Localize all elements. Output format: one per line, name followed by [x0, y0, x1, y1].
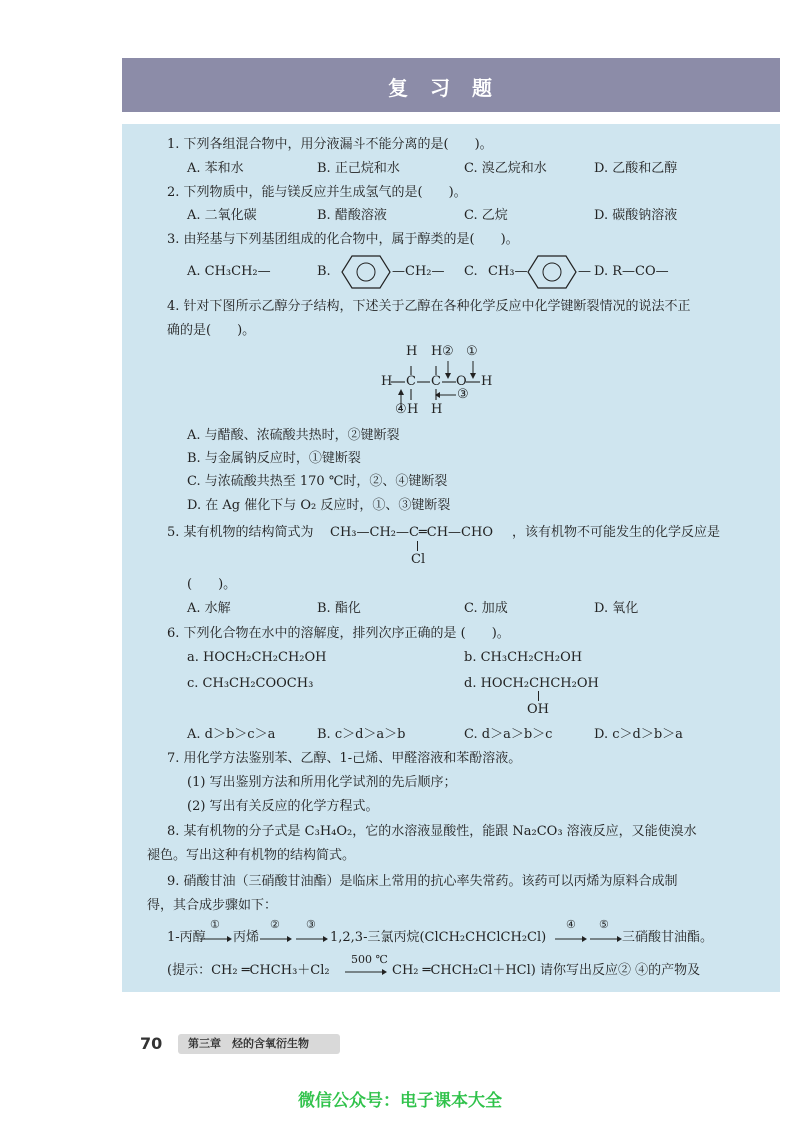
chapter-label: 第三章 烃的含氧衍生物	[178, 1034, 340, 1054]
q7-part-1: (1) 写出鉴别方法和所用化学试剂的先后顺序；	[187, 775, 457, 790]
route-trichloropropane: 1,2,3-三氯丙烷(ClCH₂CHClCH₂Cl)	[330, 930, 547, 945]
route-propene: 丙烯	[233, 930, 260, 945]
q5-stem-tail: ，该有机物不可能发生的化学反应是	[512, 525, 721, 540]
arrow-right-icon	[296, 935, 328, 943]
q6-option-b: B. c＞d＞a＞b	[317, 727, 406, 742]
q7-part-2: (2) 写出有关反应的化学方程式。	[187, 799, 379, 814]
atom-h-right: H	[481, 374, 493, 389]
q3-option-b-tail: —CH₂—	[392, 264, 445, 279]
q3-stem: 3. 由羟基与下列基团组成的化合物中，属于醇类的是( )。	[167, 232, 519, 247]
q2-stem: 2. 下列物质中，能与镁反应并生成氢气的是( )。	[167, 185, 467, 200]
bond-label-2: ②	[442, 344, 454, 359]
q5-option-c: C. 加成	[464, 601, 508, 616]
route-step-2: ②	[270, 918, 280, 931]
q5-option-a: A. 水解	[187, 601, 231, 616]
hint-head: (提示：CH₂ ═CHCH₃＋Cl₂	[167, 963, 330, 978]
q6-branch-bond	[538, 691, 539, 701]
q4-stem-line1: 4. 针对下图所示乙醇分子结构，下述关于乙醇在各种化学反应中化学键断裂情况的说法不正	[167, 299, 691, 314]
q1-option-b: B. 正己烷和水	[317, 161, 400, 176]
q6-compound-a: a. HOCH₂CH₂CH₂OH	[187, 650, 327, 665]
arrow-right-icon	[590, 935, 622, 943]
q3-option-a: A. CH₃CH₂—	[187, 264, 271, 279]
arrow-right-icon	[555, 935, 587, 943]
arrow-right-icon	[260, 935, 292, 943]
section-header	[122, 58, 780, 112]
q1-option-a: A. 苯和水	[187, 161, 244, 176]
q2-option-b: B. 醋酸溶液	[317, 208, 387, 223]
q2-option-c: C. 乙烷	[464, 208, 508, 223]
q6-compound-d-oh: OH	[527, 702, 549, 717]
atom-c-2: C	[431, 374, 441, 389]
q9-line-2: 得，其合成步骤如下：	[147, 898, 278, 913]
q1-option-c: C. 溴乙烷和水	[464, 161, 547, 176]
hint-condition: 500 ℃	[351, 953, 388, 966]
q6-option-a: A. d＞b＞c＞a	[187, 727, 276, 742]
q5-blank: ( )。	[187, 577, 237, 592]
atom-h-top-1: H	[406, 344, 418, 359]
atom-c-1: C	[406, 374, 416, 389]
q5-formula: CH₃—CH₂—C═CH—CHO	[330, 525, 493, 540]
benzene-ring-icon	[526, 253, 578, 291]
route-step-5: ⑤	[599, 918, 609, 931]
bond-label-1: ①	[466, 344, 478, 359]
atom-h-top-2: H	[431, 344, 443, 359]
q4-option-c: C. 与浓硫酸共热至 170 ℃时，②、④键断裂	[187, 474, 448, 489]
q4-option-a: A. 与醋酸、浓硫酸共热时，②键断裂	[187, 428, 400, 443]
route-step-4: ④	[566, 918, 576, 931]
q3-option-c-head: CH₃—	[488, 264, 528, 279]
bond-label-3: ③	[457, 387, 469, 402]
route-start: 1-丙醇	[167, 930, 206, 945]
q8-line-2: 褪色。写出这种有机物的结构简式。	[147, 848, 356, 863]
q5-option-b: B. 酯化	[317, 601, 361, 616]
q5-stem: 5. 某有机物的结构简式为	[167, 525, 314, 540]
atom-h-bottom-2: H	[431, 402, 443, 417]
q5-branch-bond	[417, 541, 418, 551]
q6-compound-c: c. CH₃CH₂COOCH₃	[187, 676, 314, 691]
q3-option-c-label: C.	[464, 264, 478, 279]
q3-option-b-label: B.	[317, 264, 331, 279]
q6-compound-b: b. CH₃CH₂CH₂OH	[464, 650, 583, 665]
q6-option-d: D. c＞d＞b＞a	[594, 727, 683, 742]
q8-line-1: 8. 某有机物的分子式是 C₃H₄O₂，它的水溶液显酸性，能跟 Na₂CO₃ 溶液反应，又能使溴水	[167, 824, 697, 839]
q9-line-1: 9. 硝酸甘油（三硝酸甘油酯）是临床上常用的抗心率失常药。该药可以丙烯为原料合成制	[167, 874, 678, 889]
q1-stem: 1. 下列各组混合物中，用分液漏斗不能分离的是( )。	[167, 137, 493, 152]
q4-stem-line2: 确的是( )。	[167, 323, 256, 338]
q2-option-a: A. 二氧化碳	[187, 208, 257, 223]
route-step-3: ③	[306, 918, 316, 931]
q5-option-d: D. 氧化	[594, 601, 639, 616]
q4-option-b: B. 与金属钠反应时，①键断裂	[187, 451, 361, 466]
bond-label-4: ④	[395, 402, 407, 417]
benzene-ring-icon	[340, 253, 392, 291]
atom-h-bottom-1: H	[407, 402, 419, 417]
q6-option-c: C. d＞a＞b＞c	[464, 727, 553, 742]
q7-stem: 7. 用化学方法鉴别苯、乙醇、1-己烯、甲醛溶液和苯酚溶液。	[167, 751, 522, 766]
q6-stem: 6. 下列化合物在水中的溶解度，排列次序正确的是 ( )。	[167, 626, 510, 641]
q3-option-c-tail: —	[578, 264, 591, 279]
atom-o: O	[456, 374, 467, 389]
q3-option-d: D. R—CO—	[594, 264, 669, 279]
arrow-right-icon	[200, 935, 232, 943]
q1-option-d: D. 乙酸和乙醇	[594, 161, 678, 176]
q6-compound-d: d. HOCH₂CHCH₂OH	[464, 676, 599, 691]
route-end: 三硝酸甘油酯。	[622, 930, 714, 945]
route-step-1: ①	[210, 918, 220, 931]
arrow-right-icon	[345, 968, 387, 976]
hint-tail: CH₂ ═CHCH₂Cl＋HCl) 请你写出反应② ④的产物及	[392, 963, 701, 978]
watermark-text: 微信公众号：电子课本大全	[298, 1091, 502, 1111]
q5-chlorine: Cl	[411, 552, 426, 567]
page-number: 70	[140, 1034, 163, 1053]
section-title: 复习题	[388, 76, 514, 100]
atom-h-left: H	[381, 374, 393, 389]
q2-option-d: D. 碳酸钠溶液	[594, 208, 678, 223]
q4-option-d: D. 在 Ag 催化下与 O₂ 反应时，①、③键断裂	[187, 498, 451, 513]
